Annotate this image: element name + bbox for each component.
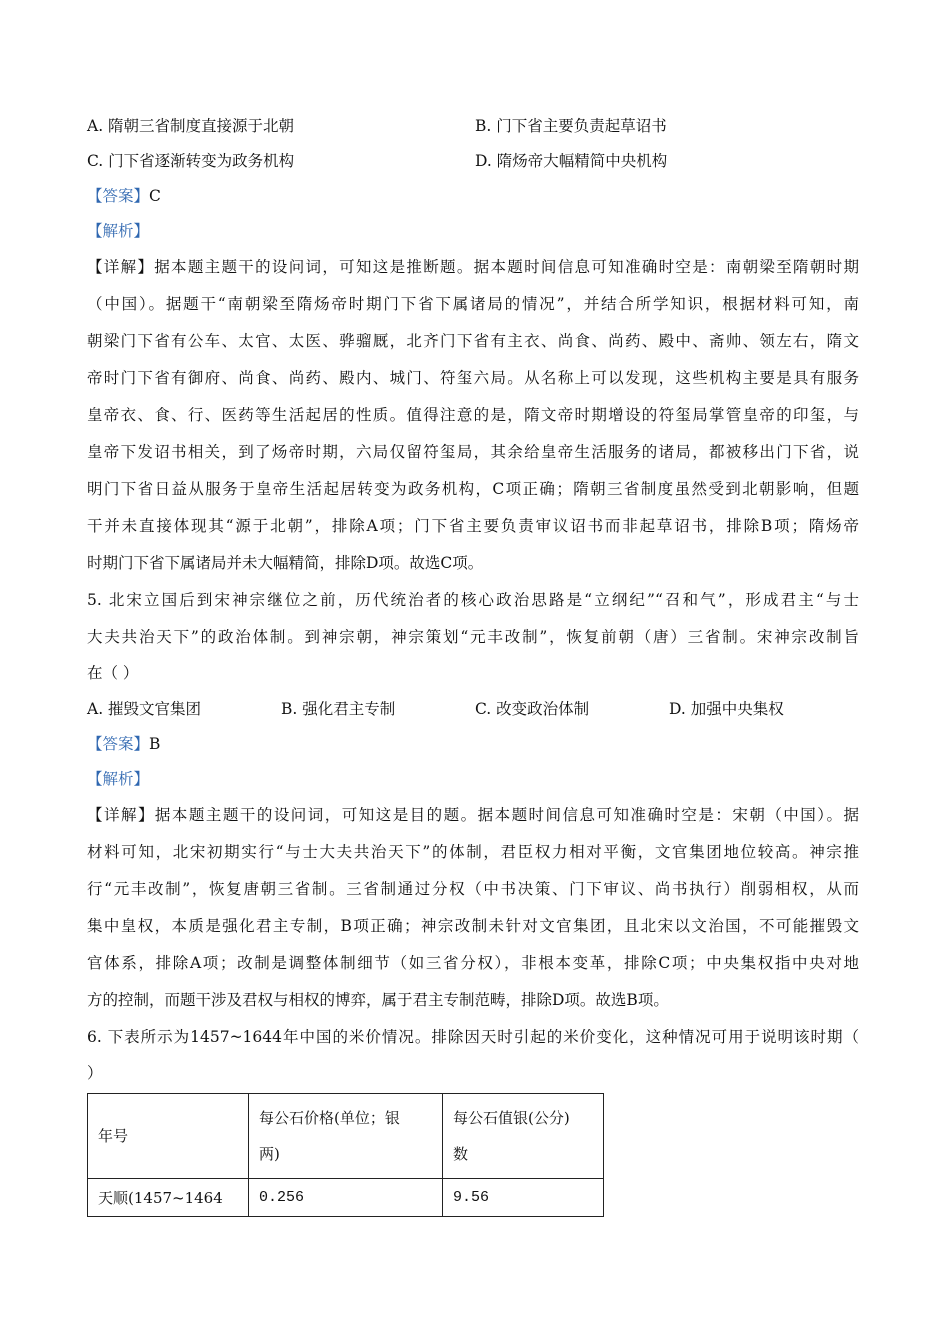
answer-value: B: [149, 735, 161, 753]
table-cell: 9.56: [443, 1179, 604, 1217]
table-header-cell: 年号: [88, 1094, 249, 1179]
q4-detail-line: 皇帝下发诏书相关，到了炀帝时期，六局仅留符玺局，其余给皇帝生活服务的诸局，都被移出门下省，说: [87, 443, 859, 461]
header-line: 每公石值银(公分): [453, 1109, 570, 1127]
q5-option-c: C. 改变政治体制: [475, 700, 590, 718]
table-header-row: [88, 1094, 604, 1179]
q5-detail-line: 材料可知，北宋初期实行“与士大夫共治天下”的体制，君臣权力相对平衡，文官集团地位较高。神宗推: [87, 843, 859, 861]
q4-answer: [87, 185, 161, 207]
q4-option-b: B. 门下省主要负责起草诏书: [475, 117, 667, 135]
q5-stem-line: 大夫共治天下”的政治体制。到神宗朝，神宗策划“元丰改制”，恢复前朝（唐）三省制。宋神宗改制旨: [87, 628, 859, 646]
rice-price-table: [87, 1093, 604, 1217]
q5-option-a: A. 摧毁文官集团: [87, 700, 202, 718]
header-line: 数: [453, 1145, 469, 1163]
answer-tag: 【答案】: [87, 187, 150, 205]
q4-detail-line: 明门下省日益从服务于皇帝生活起居转变为政务机构，C项正确；隋朝三省制度虽然受到北朝影响，但题: [87, 480, 859, 498]
q5-detail-line: 方的控制，而题干涉及君权与相权的博弈，属于君主专制范畴，排除D项。故选B项。: [87, 991, 669, 1009]
q5-detail-line: 官体系，排除A项；改制是调整体制细节（如三省分权），非根本变革，排除C项；中央集权指中央对地: [87, 954, 859, 972]
answer-tag: 【答案】: [87, 735, 150, 753]
q5-detail-line: 行“元丰改制”，恢复唐朝三省制。三省制通过分权（中书决策、门下审议、尚书执行）削弱相权，从而: [87, 880, 859, 898]
table-header-cell: [249, 1094, 443, 1179]
q4-option-c: C. 门下省逐渐转变为政务机构: [87, 152, 295, 170]
header-line: 两): [259, 1145, 280, 1163]
q5-detail-line: 【详解】据本题主题干的设问词，可知这是目的题。据本题时间信息可知准确时空是：宋朝（中国）。据: [87, 806, 859, 824]
q5-stem-line: 5. 北宋立国后到宋神宗继位之前，历代统治者的核心政治思路是“立纲纪”“召和气”，形成君主“与士: [87, 591, 859, 609]
answer-value: C: [149, 187, 161, 205]
q5-detail-line: 集中皇权，本质是强化君主专制，B项正确；神宗改制未针对文官集团，且北宋以文治国，不可能摧毁文: [87, 917, 859, 935]
q5-stem-line: 在（ ）: [87, 664, 139, 682]
header-line: 每公石价格(单位；银: [259, 1109, 400, 1127]
q4-detail-line: 【详解】据本题主题干的设问词，可知这是推断题。据本题时间信息可知准确时空是：南朝梁至隋朝时期: [87, 258, 859, 276]
q6-stem-line: 6. 下表所示为1457~1644年中国的米价情况。排除因天时引起的米价变化，这种情况可用于说明该时期（: [87, 1028, 859, 1046]
table-cell: 天顺(1457~1464: [88, 1179, 249, 1217]
q5-analysis-tag: 【解析】: [87, 770, 150, 788]
q4-detail-line: 干并未直接体现其“源于北朝”，排除A项；门下省主要负责审议诏书而非起草诏书，排除B项；隋炀帝: [87, 517, 859, 535]
table-cell: 0.256: [249, 1179, 443, 1217]
q5-option-d: D. 加强中央集权: [669, 700, 784, 718]
q4-detail-line: 朝梁门下省有公车、太官、太医、骅骝厩，北齐门下省有主衣、尚食、尚药、殿中、斋帅、领左右，隋文: [87, 332, 859, 350]
q4-option-a: A. 隋朝三省制度直接源于北朝: [87, 117, 295, 135]
q4-detail-line: 帝时门下省有御府、尚食、尚药、殿内、城门、符玺六局。从名称上可以发现，这些机构主要是具有服务: [87, 369, 859, 387]
q4-detail-line: 时期门下省下属诸局并未大幅精简，排除D项。故选C项。: [87, 554, 484, 572]
q5-answer: [87, 733, 160, 755]
q4-analysis-tag: 【解析】: [87, 222, 150, 240]
q4-detail-line: 皇帝衣、食、行、医药等生活起居的性质。值得注意的是，隋文帝时期增设的符玺局掌管皇帝的印玺，与: [87, 406, 859, 424]
q4-detail-line: （中国）。据题干“南朝梁至隋炀帝时期门下省下属诸局的情况”，并结合所学知识，根据材料可知，南: [87, 295, 859, 313]
table-header-cell: [443, 1094, 604, 1179]
q5-option-b: B. 强化君主专制: [281, 700, 396, 718]
table-row: [88, 1179, 604, 1217]
q6-stem-line: ）: [87, 1064, 103, 1082]
q4-option-d: D. 隋炀帝大幅精简中央机构: [475, 152, 668, 170]
